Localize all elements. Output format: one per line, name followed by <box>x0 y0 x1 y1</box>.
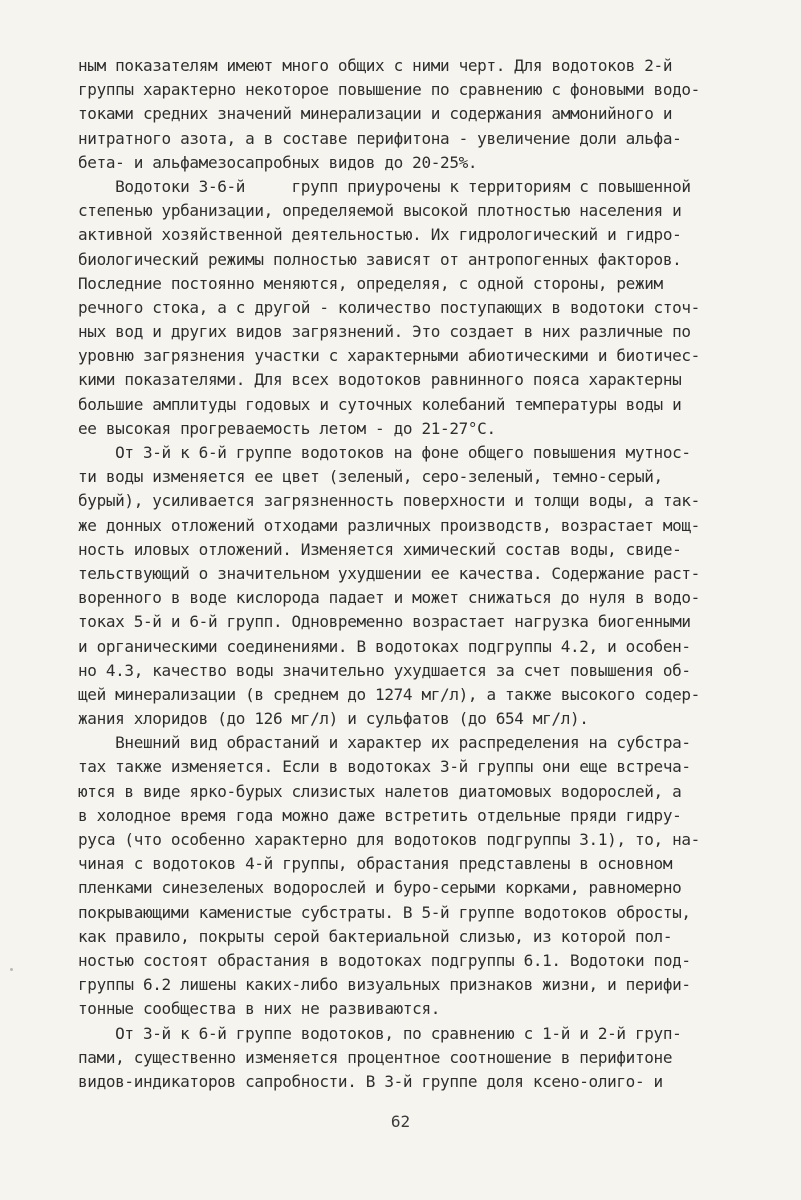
text-line: покрывающими каменистые субстраты. В 5-й группе водотоков обросты, <box>78 902 691 922</box>
text-line: токах 5-й и 6-й групп. Одновременно возрастает нагрузка биогенными <box>78 612 691 632</box>
text-line: Последние постоянно меняются, определяя, с одной стороны, режим <box>78 273 663 293</box>
text-line: активной хозяйственной деятельностью. Их гидрологический и гидро- <box>78 225 682 245</box>
text-line: руса (что особенно характерно для водотоков подгруппы 3.1), то, на- <box>78 830 700 849</box>
text-line: чиная с водотоков 4-й группы, обрастания представлены в основном <box>78 854 673 874</box>
text-line: бурый), усиливается загрязненность поверхности и толщи воды, а так- <box>78 491 700 511</box>
text-line: кими показателями. Для всех водотоков равнинного пояса характерны <box>78 370 682 390</box>
text-line: и органическими соединениями. В водотоках подгруппы 4.2, и особен- <box>78 636 691 656</box>
text-line: но 4.3, качество воды значительно ухудшается за счет повышения об- <box>78 660 691 680</box>
text-line: нитратного азота, а в составе перифитона - увеличение доли альфа- <box>78 128 682 148</box>
text-line: тельствующий о значительном ухудшении ее качества. Содержание раст- <box>78 563 700 583</box>
text-line: ных вод и других видов загрязнений. Это создает в них различные по <box>78 322 691 342</box>
text-line: ным показателям имеют много общих с ними черт. Для водотоков 2-й <box>78 56 673 75</box>
text-line: группы характерно некоторое повышение по сравнению с фоновыми водо- <box>78 80 700 100</box>
text-line: Внешний вид обрастаний и характер их распределения на субстра- <box>78 733 691 753</box>
text-line: группы 6.2 лишены каких-либо визуальных признаков жизни, и перифи- <box>78 975 691 995</box>
text-line: воренного в воде кислорода падает и может снижаться до нуля в водо- <box>78 588 700 608</box>
text-line: степенью урбанизации, определяемой высокой плотностью населения и <box>78 201 682 221</box>
text-line: бета- и альфамезосапробных видов до 20-25%. <box>78 152 478 172</box>
text-line: ее высокая прогреваемость летом - до 21-27°С. <box>78 418 496 438</box>
text-line: ностью состоят обрастания в водотоках подгруппы 6.1. Водотоки под- <box>78 950 691 970</box>
text-line: большие амплитуды годовых и суточных колебаний температуры воды и <box>78 394 682 414</box>
text-line: щей минерализации (в среднем до 1274 мг/л), а также высокого содер- <box>78 684 700 704</box>
text-line: жания хлоридов (до 126 мг/л) и сульфатов (до 654 мг/л). <box>78 709 589 729</box>
text-line: видов-индикаторов сапробности. В 3-й группе доля ксено-олиго- и <box>78 1071 663 1091</box>
text-line: уровню загрязнения участки с характерными абиотическими и биотичес- <box>78 346 700 366</box>
scan-speck <box>10 968 13 971</box>
text-line: От 3-й к 6-й группе водотоков на фоне общего повышения мутнос- <box>78 443 691 462</box>
text-line: ность иловых отложений. Изменяется химический состав воды, свиде- <box>78 539 682 559</box>
text-line: биологический режимы полностью зависят от антропогенных факторов. <box>78 249 682 269</box>
text-line: пами, существенно изменяется процентное соотношение в перифитоне <box>78 1047 673 1067</box>
text-line: как правило, покрыты серой бактериальной слизью, из которой пол- <box>78 926 673 946</box>
text-line: пленками синезеленых водорослей и буро-серыми корками, равномерно <box>78 878 682 898</box>
body-text <box>78 54 754 1094</box>
text-line: тах также изменяется. Если в водотоках 3-й группы они еще встреча- <box>78 757 691 777</box>
text-line: От 3-й к 6-й группе водотоков, по сравнению с 1-й и 2-й груп- <box>78 1023 682 1043</box>
text-line: ти воды изменяется ее цвет (зеленый, серо-зеленый, темно-серый, <box>78 467 663 487</box>
text-line: Водотоки 3-6-й групп приурочены к территориям с повышенной <box>78 176 691 196</box>
text-line: тонные сообщества в них не развиваются. <box>78 999 441 1019</box>
page-number: 62 <box>390 1112 411 1131</box>
text-line: токами средних значений минерализации и содержания аммонийного и <box>78 104 673 124</box>
text-line: ются в виде ярко-бурых слизистых налетов диатомовых водорослей, а <box>78 781 682 801</box>
text-line: же донных отложений отходами различных производств, возрастает мощ- <box>78 515 700 535</box>
text-line: в холодное время года можно даже встретить отдельные пряди гидру- <box>78 805 682 825</box>
text-line: речного стока, а с другой - количество поступающих в водотоки сточ- <box>78 297 700 317</box>
